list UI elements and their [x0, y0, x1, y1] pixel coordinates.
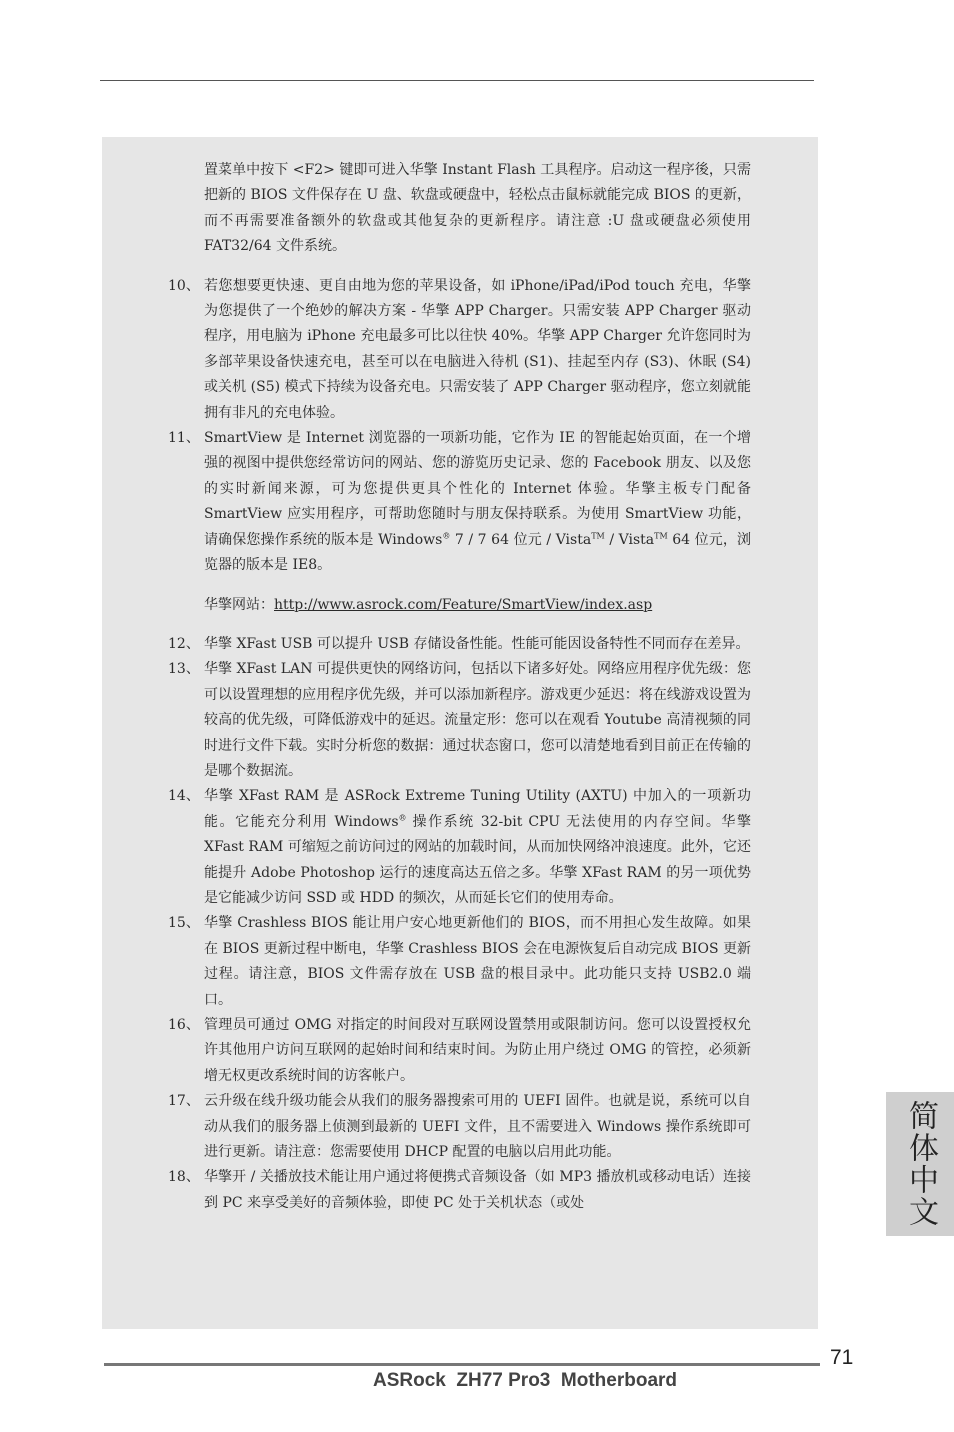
item-text — [204, 426, 751, 578]
item-number: 16、 — [168, 1017, 200, 1033]
list-item-11 — [168, 426, 751, 578]
smartview-link[interactable]: http://www.asrock.com/Feature/SmartView/index.asp — [274, 596, 653, 613]
item-number: 14、 — [168, 788, 200, 805]
page-number: 71 — [830, 1346, 854, 1369]
list-item-18 — [168, 1165, 751, 1216]
list-item-15 — [168, 911, 751, 1013]
item-number: 18、 — [168, 1169, 200, 1186]
feature-list — [168, 144, 751, 1216]
item-number: 15、 — [168, 915, 200, 932]
registered-mark: ® — [398, 813, 407, 823]
list-item-16 — [168, 1013, 751, 1089]
item-number: 12、 — [168, 635, 200, 652]
list-item-17 — [168, 1089, 751, 1165]
item-text-part: SmartView 是 Internet 浏览器的一项新功能，它作为 IE 的智能起始页面，在一个增强的视图中提供您经常访问的网站、您的游览历史记录、您的 Facebook 朋友、以及您的实时新闻来源，可为您提供更具个性化的 Internet 体验。华擎主板专门配备 SmartView 应实用程序，可帮助您随时与朋友保持联系。为使用 SmartView 功能，请确保您操作系统的版本是 Windows — [204, 430, 751, 548]
language-tab — [886, 1092, 954, 1236]
trademark-mark: TM — [654, 531, 668, 541]
registered-mark: ® — [442, 531, 451, 541]
item-text: 华擎 XFast USB 可以提升 USB 存储设备性能。性能可能因设备特性不同而存在差异。 — [204, 635, 750, 652]
trademark-mark: TM — [591, 531, 605, 541]
website-label: 华擎网站： — [204, 596, 274, 613]
item-text: 云升级在线升级功能会从我们的服务器搜索可用的 UEFI 固件。也就是说，系统可以自动从我们的服务器上侦测到最新的 UEFI 文件，且不需要进入 Windows 操作系统即可进行更新。请注意：您需要使用 DHCP 配置的电脑以启用此功能。 — [204, 1093, 751, 1161]
list-item-12 — [168, 632, 751, 657]
footer-title: ASRock ZH77 Pro3 Motherboard — [372, 1370, 678, 1391]
item-number: 17、 — [168, 1093, 200, 1110]
item-text-part: / Vista — [604, 531, 655, 548]
item-text: 若您想要更快速、更自由地为您的苹果设备，如 iPhone/iPad/iPod touch 充电，华擎为您提供了一个绝妙的解决方案 - 华擎 APP Charger。只需安装 APP Charger 驱动程序，用电脑为 iPhone 充电最多可比以往快 40%。华擎 APP Charger 允许您同时为多部苹果设备快速充电，甚至可以在电脑进入待机 (S1)、挂起至内存 (S3)、休眠 (S4) 或关机 (S5) 模式下持续为设备充电。只需安装了 APP Charger 驱动程序，您立刻就能拥有非凡的充电体验。 — [204, 277, 751, 421]
item-text: 华擎 Crashless BIOS 能让用户安心地更新他们的 BIOS，而不用担心发生故障。如果在 BIOS 更新过程中断电，华擎 Crashless BIOS 会在电源恢复后自动完成 BIOS 更新过程。请注意，BIOS 文件需存放在 USB 盘的根目录中。此功能只支持 USB2.0 端口。 — [204, 915, 751, 1008]
list-item-10 — [168, 274, 751, 426]
language-tab-label: 简体中文 — [903, 1100, 938, 1228]
list-item-13 — [168, 657, 751, 784]
item-text-part: 华擎 XFast RAM 是 ASRock Extreme Tuning Utility (AXTU) 中加入的一项新功能。它能充分利用 Windows — [204, 788, 751, 830]
list-item-14 — [168, 784, 751, 911]
header-rule — [100, 80, 814, 81]
item-text: 华擎开 / 关播放技术能让用户通过将便携式音频设备（如 MP3 播放机或移动电话）连接到 PC 来享受美好的音频体验，即使 PC 处于关机状态（或处 — [204, 1169, 751, 1211]
item-number: 10、 — [168, 277, 200, 294]
item-text-part: 64 位元，浏览器的版本是 IE8。 — [204, 531, 751, 574]
item-text: 华擎 XFast LAN 可提供更快的网络访问，包括以下诸多好处。网络应用程序优先级：您可以设置理想的应用程序优先级，并可以添加新程序。游戏更少延迟：将在线游戏设置为较高的优先级，可降低游戏中的延迟。流量定形：您可以在观看 Youtube 高清视频的同时进行文件下载。实时分析您的数据：通过状态窗口，您可以清楚地看到目前正在传输的是哪个数据流。 — [204, 661, 751, 779]
item-number: 13、 — [168, 661, 200, 678]
item-number: 11、 — [168, 430, 200, 447]
item-text — [204, 784, 751, 911]
continuation-paragraph: 置菜单中按下 <F2> 键即可进入华擎 Instant Flash 工具程序。启动这一程序後，只需把新的 BIOS 文件保存在 U 盘、软盘或硬盘中，轻松点击鼠标就能完成 BIOS 的更新，而不再需要准备额外的软盘或其他复杂的更新程序。请注意 :U 盘或硬盘必须使用 FAT32/64 文件系统。 — [204, 162, 751, 255]
website-line — [168, 593, 751, 618]
item-text-part: 7 / 7 64 位元 / Vista — [450, 531, 592, 548]
item-text-part: 操作系统 32-bit CPU 无法使用的内存空间。华擎 XFast RAM 可缩短之前访问过的网站的加载时间，从而加快网络冲浪速度。此外，它还能提升 Adobe Photoshop 运行的速度高达五倍之多。华擎 XFast RAM 的另一项优势是它能减少访问 SSD 或 HDD 的频次，从而延长它们的使用寿命。 — [204, 813, 751, 906]
item-text: 管理员可通过 OMG 对指定的时间段对互联网设置禁用或限制访问。您可以设置授权允许其他用户访问互联网的起始时间和结束时间。为防止用户绕过 OMG 的管控，必须新增无权更改系统时间的访客帐户。 — [204, 1017, 751, 1084]
footer-rule — [104, 1363, 820, 1366]
